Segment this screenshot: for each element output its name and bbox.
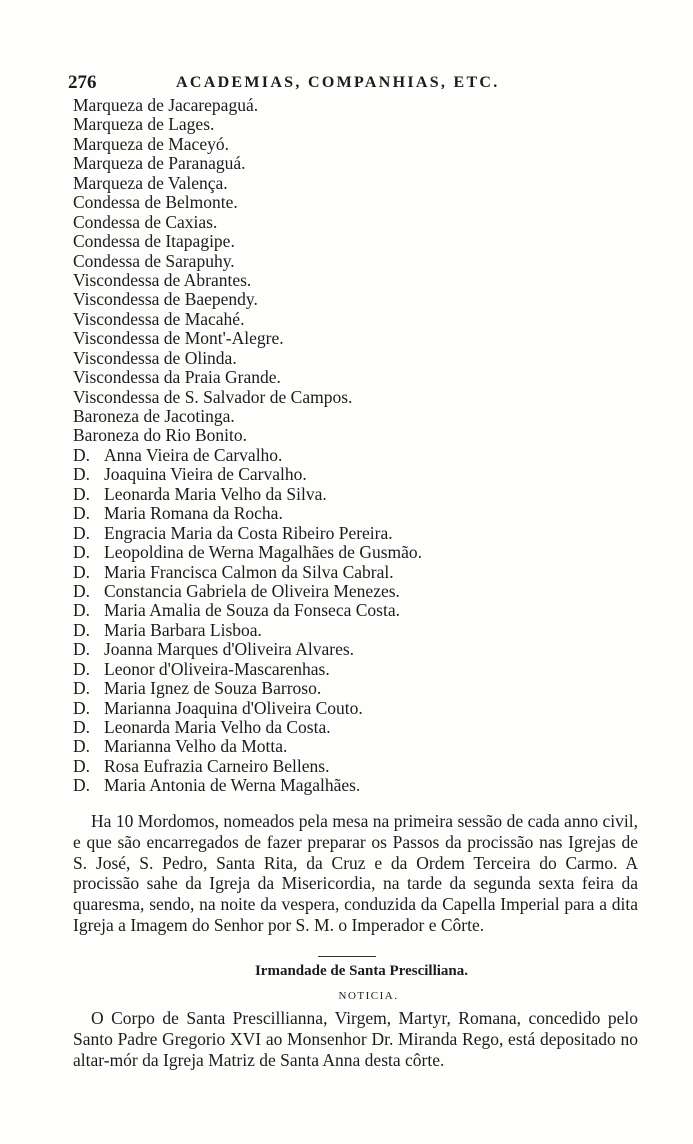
dona-member bbox=[73, 446, 653, 465]
dona-member-name: Maria Romana da Rocha. bbox=[104, 503, 283, 524]
dona-member bbox=[73, 563, 653, 582]
dona-prefix: D. bbox=[73, 580, 91, 601]
page-number: 276 bbox=[68, 72, 97, 93]
member-name: Baroneza do Rio Bonito. bbox=[73, 425, 248, 446]
dona-member bbox=[73, 699, 653, 718]
dona-prefix: D. bbox=[73, 775, 91, 796]
dona-member bbox=[73, 660, 653, 679]
section-paragraph: O Corpo de Santa Prescillianna, Virgem, Martyr, Romana, concedido pelo Santo Padre Gregorio XVI ao Monsenhor Dr. Miranda Rego, está depositado no altar-mór da Igreja Matriz de Santa Anna desta côrte. bbox=[73, 1008, 638, 1070]
dona-member bbox=[73, 621, 653, 640]
dona-prefix: D. bbox=[73, 600, 91, 621]
dona-prefix: D. bbox=[73, 619, 91, 640]
dona-member bbox=[73, 679, 653, 698]
dona-prefix: D. bbox=[73, 697, 91, 718]
member-name: Viscondessa de S. Salvador de Campos. bbox=[73, 386, 353, 407]
dona-prefix: D. bbox=[73, 522, 91, 543]
dona-prefix: D. bbox=[73, 561, 91, 582]
dona-member bbox=[73, 504, 653, 523]
member-name: Viscondessa de Baependy. bbox=[73, 289, 258, 310]
dona-member-name: Maria Barbara Lisboa. bbox=[104, 619, 262, 640]
page-header bbox=[68, 72, 638, 96]
member-name: Baroneza de Jacotinga. bbox=[73, 406, 235, 426]
member-name: Viscondessa da Praia Grande. bbox=[73, 367, 281, 388]
dona-member bbox=[73, 737, 653, 756]
dona-member-name: Leonarda Maria Velho da Costa. bbox=[104, 717, 331, 737]
section-divider bbox=[318, 956, 376, 957]
dona-member bbox=[73, 601, 653, 620]
member-name: Marqueza de Valença. bbox=[73, 172, 228, 193]
dona-member bbox=[73, 485, 653, 504]
member-name: Condessa de Caxias. bbox=[73, 211, 218, 232]
dona-member bbox=[73, 757, 653, 776]
dona-member bbox=[73, 640, 653, 659]
dona-member-name: Maria Ignez de Souza Barroso. bbox=[104, 678, 322, 699]
dona-member-name: Leopoldina de Werna Magalhães de Gusmão. bbox=[104, 542, 423, 563]
dona-member-name: Joanna Marques d'Oliveira Alvares. bbox=[104, 639, 355, 660]
mordomos-paragraph: Ha 10 Mordomos, nomeados pela mesa na primeira sessão de cada anno civil, e que são encarregados de fazer preparar os Passos da procissão nas Igrejas de S. José, S. Pedro, Santa Rita, da Cruz e da Ordem Terceira do Carmo. A procissão sahe da Igreja da Misericordia, na tarde da segunda sexta feira da quaresma, sendo, na noite da vespera, conduzida da Capella Imperial para a dita Igreja a Imagem do Senhor por S. M. o Imperador e Côrte. bbox=[73, 811, 638, 935]
member-name: Viscondessa de Olinda. bbox=[73, 347, 237, 368]
dona-member-name: Marianna Velho da Motta. bbox=[104, 736, 288, 757]
dona-member-name: Leonor d'Oliveira-Mascarenhas. bbox=[104, 658, 330, 679]
member-name: Marqueza de Jacarepaguá. bbox=[73, 95, 259, 115]
member-list bbox=[73, 96, 653, 796]
dona-member-name: Joaquina Vieira de Carvalho. bbox=[104, 464, 307, 485]
dona-prefix: D. bbox=[73, 755, 91, 776]
member-name: Condessa de Belmonte. bbox=[73, 192, 238, 213]
member-name: Viscondessa de Abrantes. bbox=[73, 269, 252, 290]
dona-member bbox=[73, 465, 653, 484]
running-title: ACADEMIAS, COMPANHIAS, ETC. bbox=[176, 74, 500, 91]
dona-prefix: D. bbox=[73, 503, 91, 524]
dona-member bbox=[73, 524, 653, 543]
dona-member bbox=[73, 582, 653, 601]
section-title: Irmandade de Santa Prescilliana. bbox=[254, 963, 469, 979]
dona-member bbox=[73, 718, 653, 737]
dona-prefix: D. bbox=[73, 658, 91, 679]
dona-prefix: D. bbox=[73, 717, 91, 737]
dona-member bbox=[73, 776, 653, 795]
section-subheading: NOTICIA. bbox=[338, 990, 399, 1002]
dona-member-name: Engracia Maria da Costa Ribeiro Pereira. bbox=[104, 522, 393, 543]
member-name: Condessa de Itapagipe. bbox=[73, 231, 235, 252]
dona-prefix: D. bbox=[73, 736, 91, 757]
member-name: Viscondessa de Macahé. bbox=[73, 308, 245, 329]
dona-member-name: Maria Francisca Calmon da Silva Cabral. bbox=[104, 561, 394, 582]
member-name: Viscondessa de Mont'-Alegre. bbox=[73, 328, 284, 349]
dona-member-name: Anna Vieira de Carvalho. bbox=[104, 444, 283, 465]
member-name: Marqueza de Maceyó. bbox=[73, 133, 229, 154]
dona-member-name: Leonarda Maria Velho da Silva. bbox=[104, 483, 327, 504]
dona-prefix: D. bbox=[73, 639, 91, 660]
dona-member-name: Maria Antonia de Werna Magalhães. bbox=[104, 775, 361, 796]
dona-member-name: Constancia Gabriela de Oliveira Menezes. bbox=[104, 580, 400, 601]
dona-prefix: D. bbox=[73, 678, 91, 699]
dona-member bbox=[73, 543, 653, 562]
member-name: Marqueza de Paranaguá. bbox=[73, 153, 246, 174]
member-name: Marqueza de Lages. bbox=[73, 114, 215, 135]
dona-prefix: D. bbox=[73, 464, 91, 485]
dona-member-name: Rosa Eufrazia Carneiro Bellens. bbox=[104, 755, 330, 776]
dona-prefix: D. bbox=[73, 444, 91, 465]
member-name: Condessa de Sarapuhy. bbox=[73, 250, 235, 271]
dona-member-name: Marianna Joaquina d'Oliveira Couto. bbox=[104, 697, 363, 718]
dona-prefix: D. bbox=[73, 542, 91, 563]
dona-prefix: D. bbox=[73, 483, 91, 504]
dona-member-name: Maria Amalia de Souza da Fonseca Costa. bbox=[104, 600, 400, 621]
